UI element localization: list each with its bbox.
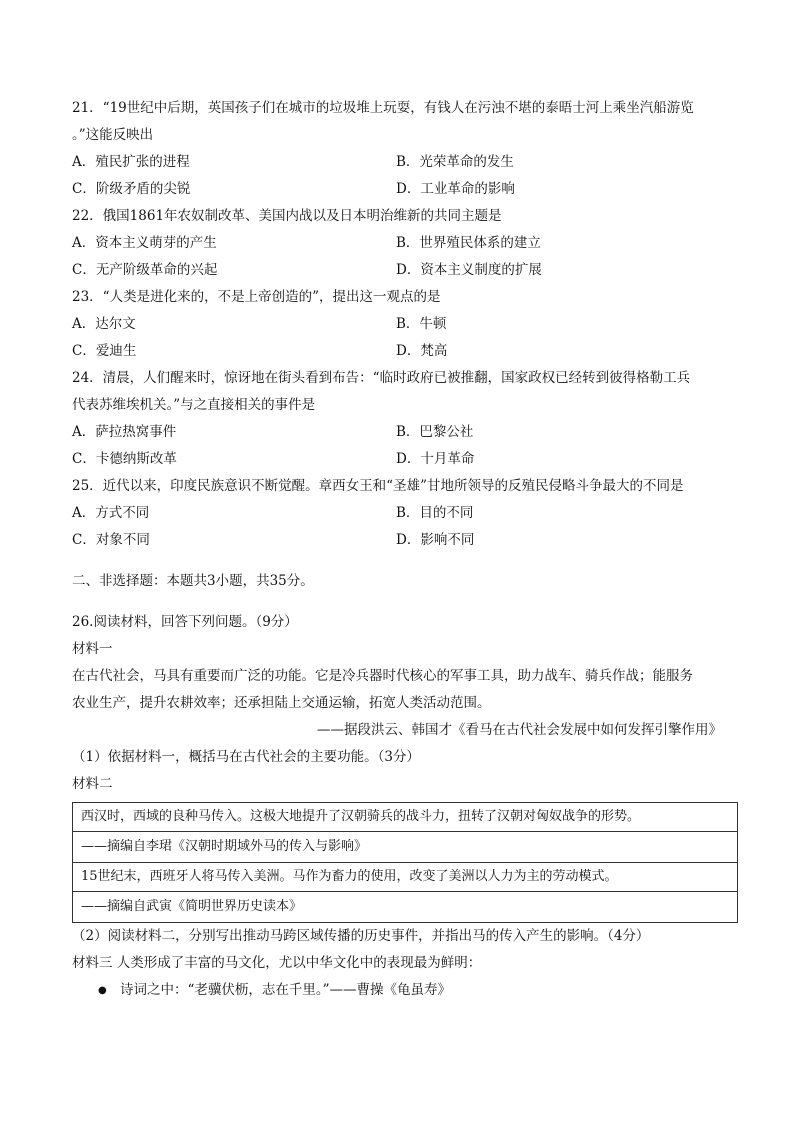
option-d: D．资本主义制度的扩展 [396,262,542,278]
option-b: B．世界殖民体系的建立 [396,235,541,251]
question-23 [72,284,740,365]
question-24 [72,365,740,473]
options-row [72,338,740,365]
options-row [72,419,740,446]
options-row [72,446,740,473]
material-1-source: ——据段洪云、韩国才《看马在古代社会发展中如何发挥引擎作用》 [317,722,722,738]
option-d: D．梵高 [396,343,448,359]
material-1-title: 材料一 [72,641,113,657]
question-24-stem-cont: 代表苏维埃机关。”与之直接相关的事件是 [72,397,316,413]
options-row [72,500,740,527]
question-21-stem: 21．“19世纪中后期，英国孩子们在城市的垃圾堆上玩耍，有钱人在污浊不堪的泰晤士河上乘坐汽船游览 [72,100,694,116]
option-b: B．巴黎公社 [396,424,474,440]
material-2-title: 材料二 [72,776,113,792]
question-24-stem: 24．清晨，人们醒来时，惊讶地在街头看到布告：“临时政府已被推翻，国家政权已经转到彼得格勒工兵 [72,370,691,386]
material-2-row: 15世纪末，西班牙人将马传入美洲。马作为畜力的使用，改变了美洲以人力为主的劳动模式。 [73,863,737,892]
options-row [72,176,740,203]
options-row [72,230,740,257]
material-3-intro: 材料三 人类形成了丰富的马文化，尤以中华文化中的表现最为鲜明： [72,955,482,971]
option-b: B．牛顿 [396,316,447,332]
question-26 [72,609,740,1004]
question-26-stem: 26.阅读材料，回答下列问题。（9分） [72,614,298,630]
options-row [72,149,740,176]
question-22-stem: 22．俄国1861年农奴制改革、美国内战以及日本明治维新的共同主题是 [72,208,502,224]
material-2-row: 西汉时，西域的良种马传入。这极大地提升了汉朝骑兵的战斗力，扭转了汉朝对匈奴战争的形势。 [73,803,737,832]
material-2-source: ——摘编自武寅《简明世界历史读本》 [81,899,303,914]
option-c: C．无产阶级革命的兴起 [72,262,218,278]
exam-page [72,95,740,1004]
option-c: C．对象不同 [72,532,150,548]
material-1-text: 在古代社会，马具有重要而广泛的功能。它是冷兵器时代核心的军事工具，助力战车、骑兵作战；能服务 [72,668,693,684]
bullet-icon: ● [98,985,107,996]
material-3-item [72,977,740,1004]
material-2-source: ——摘编自李珺《汉朝时期域外马的传入与影响》 [73,832,737,863]
option-c: C．爱迪生 [72,343,137,359]
sub-question-1: （1）依据材料一，概括马在古代社会的主要功能。（3分） [72,749,420,765]
question-22 [72,203,740,284]
option-c: C．卡德纳斯改革 [72,451,177,467]
option-b: B．光荣革命的发生 [396,154,514,170]
material-2-table [72,802,738,923]
option-a: A．殖民扩张的进程 [72,154,190,170]
question-21 [72,95,740,203]
option-d: D．十月革命 [396,451,475,467]
option-d: D．工业革命的影响 [396,181,515,197]
options-row [72,527,740,554]
section-heading: 二、非选择题：本题共3小题，共35分。 [72,573,314,589]
option-b: B．目的不同 [396,505,474,521]
option-a: A．达尔文 [72,316,136,332]
question-23-stem: 23．“人类是进化来的，不是上帝创造的”，提出这一观点的是 [72,289,441,305]
option-c: C．阶级矛盾的尖锐 [72,181,191,197]
question-25-stem: 25．近代以来，印度民族意识不断觉醒。章西女王和“圣雄”甘地所领导的反殖民侵略斗争最大的不同是 [72,478,684,494]
options-row [72,311,740,338]
option-a: A．萨拉热窝事件 [72,424,177,440]
option-d: D．影响不同 [396,532,475,548]
option-a: A．资本主义萌芽的产生 [72,235,217,251]
question-21-stem-cont: 。”这能反映出 [72,127,154,143]
options-row [72,257,740,284]
material-1-text-cont: 农业生产，提升农耕效率；还承担陆上交通运输，拓宽人类活动范围。 [72,695,491,711]
sub-question-2: （2）阅读材料二，分别写出推动马跨区域传播的历史事件，并指出马的传入产生的影响。（4分） [72,928,650,944]
option-a: A．方式不同 [72,505,150,521]
material-3-item-text: 诗词之中：“老骥伏枥，志在千里。”——曹操《龟虽寿》 [120,982,452,998]
question-25 [72,473,740,554]
